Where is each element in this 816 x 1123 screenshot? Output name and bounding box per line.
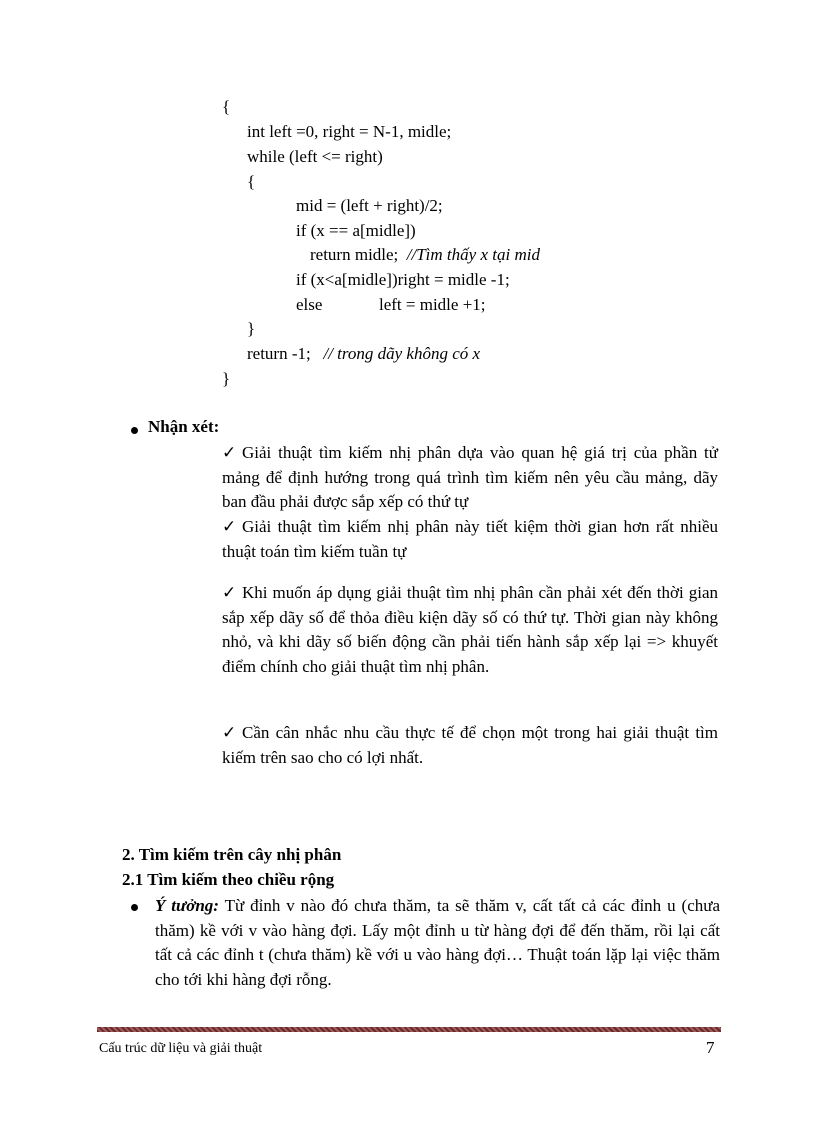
code-comment: // trong dãy không có x [323, 344, 481, 363]
remark-item: ✓ Cần cân nhắc nhu cầu thực tế để chọn một trong hai giải thuật tìm kiếm trên sao cho có lợi nhất. [222, 723, 718, 767]
remark-item: ✓ Giải thuật tìm kiếm nhị phân này tiết kiệm thời gian hơn rất nhiều thuật toán tìm kiếm tuần tự [222, 517, 718, 561]
code-inner-open-brace: { [247, 172, 256, 191]
idea-paragraph [155, 894, 720, 992]
code-else-body: left = midle +1; [379, 295, 486, 314]
code-line: if (x<a[midle])right = midle -1; [296, 270, 510, 289]
footer-title: Cấu trúc dữ liệu và giải thuật [99, 1041, 263, 1056]
idea-label: Ý tưởng: [155, 896, 219, 915]
code-line [310, 243, 540, 267]
bullet-icon [131, 427, 138, 434]
check-icon: ✓ [222, 723, 237, 742]
section-heading: 2. Tìm kiếm trên cây nhị phân [122, 845, 342, 864]
code-comment: //Tìm thấy x tại mid [406, 245, 540, 264]
idea-text: Từ đỉnh v nào đó chưa thăm, ta sẽ thăm v, cất tất cả các đỉnh u (chưa thăm) kề với v vào hàng đợi. Lấy một đỉnh u từ hàng đợi để đến thăm, rồi lại cất tất cả các đỉnh t (chưa thăm) kề với u vào hàng đợi… Thuật toán lặp lại việc thăm cho tới khi hàng đợi rỗng. [155, 896, 721, 989]
remark-item: ✓ Giải thuật tìm kiếm nhị phân dựa vào quan hệ giá trị của phần tử mảng để định hướng trong quá trình tìm kiếm nên yêu cầu mảng, dãy ban đầu phải được sắp xếp có thứ tự [222, 443, 718, 512]
code-line: if (x == a[midle]) [296, 221, 416, 240]
code-line [247, 342, 480, 366]
bullet-icon [131, 904, 138, 911]
code-line: int left =0, right = N-1, midle; [247, 122, 452, 141]
footer-divider [97, 1027, 721, 1032]
code-inner-close-brace: } [247, 319, 256, 338]
code-close-brace: } [222, 369, 231, 388]
check-icon: ✓ [222, 443, 237, 462]
code-open-brace: { [222, 97, 231, 116]
check-icon: ✓ [222, 583, 237, 602]
code-return: return -1; [247, 344, 311, 363]
code-return: return midle; [310, 245, 399, 264]
check-icon: ✓ [222, 517, 237, 536]
code-else: else [296, 295, 323, 314]
remark-item: ✓ Khi muốn áp dụng giải thuật tìm nhị phân cần phải xét đến thời gian sắp xếp dãy số để thỏa điều kiện dãy số có thứ tự. Thời gian này không nhỏ, và khi dãy số biến động cần phải tiến hành sắp xếp lại => khuyết điểm chính cho giải thuật tìm nhị phân. [222, 583, 718, 676]
code-line: while (left <= right) [247, 147, 383, 166]
remarks-title: Nhận xét: [148, 417, 220, 436]
section-subheading: 2.1 Tìm kiếm theo chiều rộng [122, 870, 335, 889]
page-number: 7 [706, 1038, 715, 1057]
code-line: mid = (left + right)/2; [296, 196, 443, 215]
